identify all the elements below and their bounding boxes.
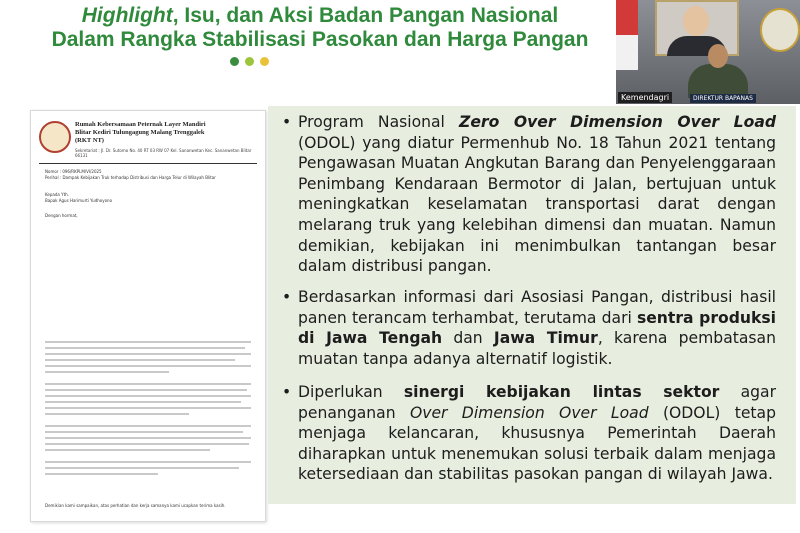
progress-dots	[230, 57, 269, 66]
video-label-right: DIREKTUR BAPANAS	[690, 94, 756, 103]
video-label-left: Kemendagri	[618, 92, 672, 103]
dot-green	[230, 57, 239, 66]
title-line-2: Dalam Rangka Stabilisasi Pasokan dan Harga Pangan	[51, 28, 589, 51]
letter-org-name: Rumah Kebersamaan Peternak Layer Mandiri Blitar Kediri Tulungagung Malang Trenggalek (RKT NT)	[75, 121, 206, 144]
dot-lime	[245, 57, 254, 66]
org-logo-icon	[39, 121, 71, 153]
slide-title	[0, 4, 640, 52]
dot-yellow	[260, 57, 269, 66]
letter-closing: Demikian kami sampaikan, atas perhatian dan kerja samanya kami ucapkan terima kasih.	[45, 503, 226, 508]
letter-body-lines	[45, 341, 251, 479]
title-highlight: Highlight	[81, 4, 173, 27]
letter-address: Sekretariat : Jl. Dr. Sutomo No. 40 RT 03 RW 07 Kel. Sananwetan Kec. Sananwetan Blitar 66131	[75, 148, 252, 158]
emblem-icon	[760, 8, 800, 52]
letter-meta: Nomor : 096/RKPLM/VI/2025 Perihal : Dampak Kebijakan Truk terhadap Distribusi dan Harga Telur di Wilayah Blitar Kepada Yth. Bapak Agus Harimurti Yudhoyono Dengan hormat,	[45, 169, 216, 218]
title-rest: , Isu, dan Aksi Badan Pangan Nasional	[172, 4, 559, 27]
letter-document	[30, 110, 266, 522]
content-panel: • Program Nasional Zero Over Dimension Over Load (ODOL) yang diatur Permenhub No. 18 Tahun 2021 tentang Pengawasan Muatan Angkutan Barang dan Penyelenggaraan Penimbang Kendaraan Bermotor di Jalan, bertujuan untuk meningkatkan keselamatan transportasi darat dengan melarang truk yang kelebihan dimensi dan muatan. Namun demikian, kebijakan ini menimbulkan tantangan besar dalam distribusi pangan. • Berdasarkan informasi dari Asosiasi Pangan, distribusi hasil panen terancam terhambat, terutama dari sentra produksi di Jawa Tengah dan Jawa Timur, karena pembatasan muatan tanpa adanya alternatif logistik. • Diperlukan sinergi kebijakan lintas sektor agar penanganan Over Dimension Over Load (ODOL) tetap menjaga kelancaran, khususnya Pemerintah Daerah diharapkan untuk menemukan solusi terbaik dalam menjaga ketersediaan dan stabilitas pasokan pangan di wilayah Jawa.	[268, 106, 796, 504]
speaker-figure	[688, 44, 748, 94]
letter-divider	[39, 163, 257, 164]
flag-icon	[616, 0, 638, 70]
